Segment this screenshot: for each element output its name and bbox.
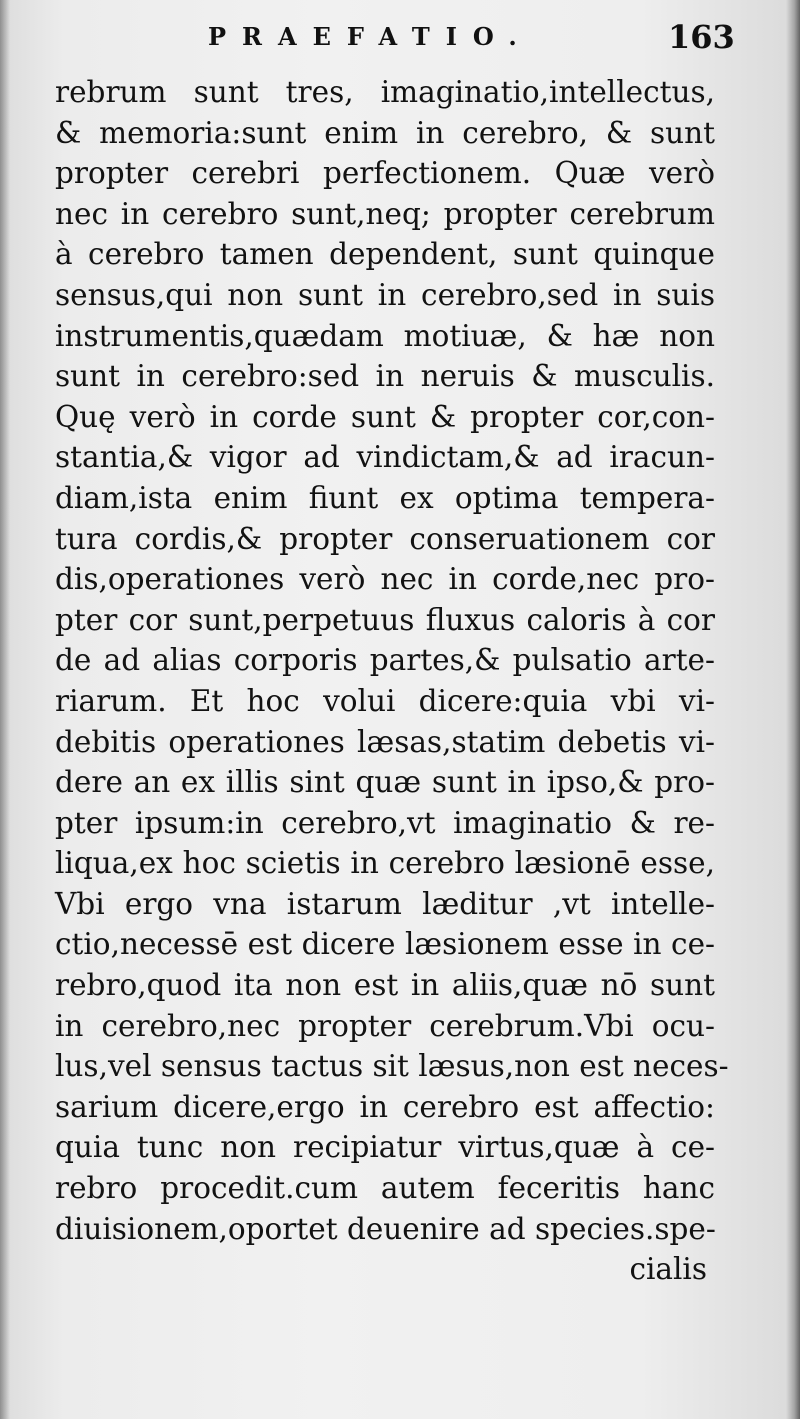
text-line: de ad alias corporis partes,& pulsatio arte- [55, 643, 715, 678]
text-line: in cerebro,nec propter cerebrum.Vbi ocu- [55, 1008, 715, 1043]
text-line: & memoria:sunt enim in cerebro, & sunt [55, 115, 715, 150]
text-line: diam,ista enim fiunt ex optima tempera- [55, 480, 715, 515]
text-line: lus,vel sensus tactus sit læsus,non est neces- [55, 1049, 729, 1084]
running-head: PRAEFATIO. [208, 22, 533, 51]
page-edge-shadow [786, 0, 800, 1419]
text-line: ctio,necessē est dicere læsionem esse in ce- [55, 927, 715, 962]
text-line: nec in cerebro sunt,neq; propter cerebrum [55, 196, 715, 231]
text-line: pter cor sunt,perpetuus fluxus caloris à cor [55, 602, 715, 637]
text-line: dere an ex illis sint quæ sunt in ipso,& pro- [55, 765, 715, 800]
catchword: cialis [629, 1252, 707, 1287]
text-line: pter ipsum:in cerebro,vt imaginatio & re- [55, 805, 715, 840]
text-line: tura cordis,& propter conseruationem cor [55, 521, 715, 556]
page-header [0, 18, 800, 62]
text-line: rebrum sunt tres, imaginatio,intellectus, [55, 75, 715, 109]
text-line: propter cerebri perfectionem. Quæ verò [55, 156, 715, 191]
text-line: sunt in cerebro:sed in neruis & musculis. [55, 359, 715, 394]
text-line: debitis operationes læsas,statim debetis vi- [55, 724, 715, 759]
text-line: riarum. Et hoc volui dicere:quia vbi vi- [55, 683, 715, 718]
text-line: à cerebro tamen dependent, sunt quinque [55, 237, 715, 272]
text-line: Vbi ergo vna istarum læditur ,vt intelle- [55, 886, 715, 921]
text-line: Quę verò in corde sunt & propter cor,con- [55, 399, 715, 434]
page-gutter-shadow [0, 0, 10, 1419]
body-text [55, 72, 729, 1290]
text-line: quia tunc non recipiatur virtus,quæ à ce- [55, 1130, 715, 1165]
text-line: dis,operationes verò nec in corde,nec pro- [55, 562, 715, 597]
text-line: liqua,ex hoc scietis in cerebro læsionē esse, [55, 846, 715, 881]
text-line: instrumentis,quædam motiuæ, & hæ non [55, 318, 715, 353]
text-line: sensus,qui non sunt in cerebro,sed in suis [55, 277, 715, 312]
text-line: sarium dicere,ergo in cerebro est affectio: [55, 1089, 715, 1124]
text-line: stantia,& vigor ad vindictam,& ad iracun- [55, 440, 715, 475]
page-number: 163 [668, 18, 735, 56]
text-line: rebro,quod ita non est in aliis,quæ nō sunt [55, 968, 715, 1003]
text-line: diuisionem,oportet deuenire ad species.spe- [55, 1211, 716, 1246]
text-line: rebro procedit.cum autem feceritis hanc [55, 1171, 715, 1206]
